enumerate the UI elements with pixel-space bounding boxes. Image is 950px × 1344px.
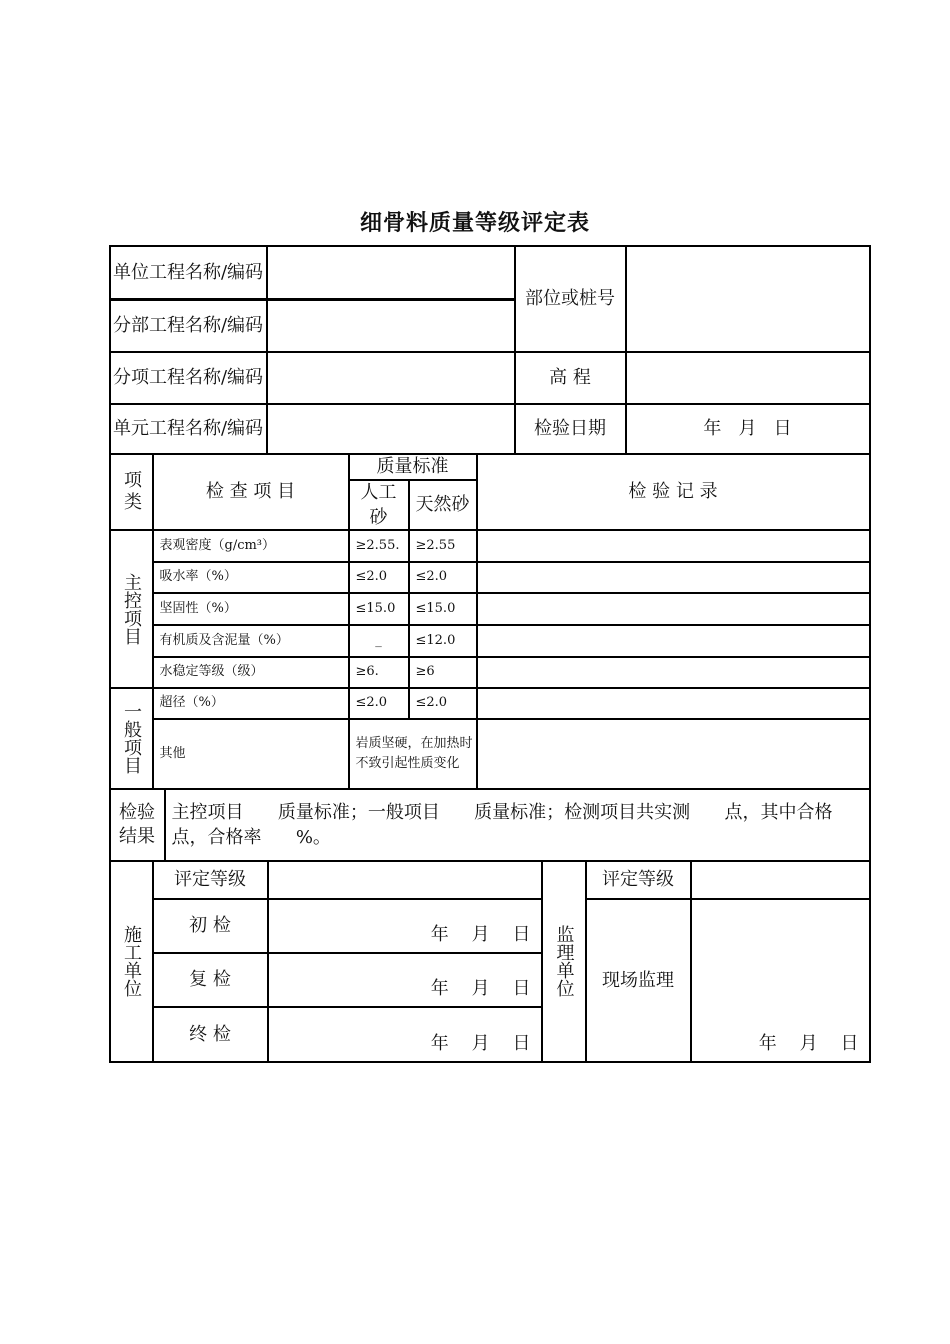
final-check-signature[interactable] bbox=[268, 1007, 542, 1062]
quality-standard-header: 质量标准 bbox=[349, 454, 477, 480]
main-item-1: 表观密度（g/cm³） bbox=[153, 530, 349, 562]
artificial-sand-header: 人工砂 bbox=[349, 480, 409, 530]
main-item-3-natural: ≤15.0 bbox=[409, 593, 477, 625]
location-input[interactable] bbox=[626, 246, 870, 352]
main-item-5-artificial: ≥6. bbox=[349, 657, 409, 688]
check-item-header: 检 查 项 目 bbox=[153, 454, 349, 530]
first-check-label: 初 检 bbox=[153, 899, 268, 953]
final-check-date: 年 月 日 bbox=[430, 1032, 531, 1054]
site-supervision-label: 现场监理 bbox=[586, 899, 691, 1062]
main-item-4-natural: ≤12.0 bbox=[409, 625, 477, 657]
supervision-unit-label: 监理单位 bbox=[542, 861, 586, 1062]
supervision-grade-label: 评定等级 bbox=[586, 861, 691, 899]
inspection-date-value[interactable]: 年 月 日 bbox=[626, 404, 870, 454]
evaluation-form bbox=[110, 246, 870, 1062]
general-item-2-record[interactable] bbox=[477, 719, 870, 789]
element-project-label: 单元工程名称/编码 bbox=[110, 404, 267, 454]
main-item-5-natural: ≥6 bbox=[409, 657, 477, 688]
main-item-2-natural: ≤2.0 bbox=[409, 562, 477, 593]
general-label: 一般项目 bbox=[110, 688, 153, 789]
elevation-input[interactable] bbox=[626, 352, 870, 404]
location-label: 部位或桩号 bbox=[515, 246, 626, 352]
main-item-2-artificial: ≤2.0 bbox=[349, 562, 409, 593]
final-check-label: 终 检 bbox=[153, 1007, 268, 1062]
result-label: 检验结果 bbox=[110, 789, 165, 861]
inspection-record-header: 检 验 记 录 bbox=[477, 454, 870, 530]
supervision-grade-input[interactable] bbox=[691, 861, 870, 899]
site-supervision-signature[interactable] bbox=[691, 899, 870, 1062]
general-item-1-record[interactable] bbox=[477, 688, 870, 719]
general-item-1-artificial: ≤2.0 bbox=[349, 688, 409, 719]
main-item-1-record[interactable] bbox=[477, 530, 870, 562]
first-check-date: 年 月 日 bbox=[430, 923, 531, 945]
part-project-label: 分部工程名称/编码 bbox=[110, 300, 267, 352]
main-item-3-artificial: ≤15.0 bbox=[349, 593, 409, 625]
inspection-date-label: 检验日期 bbox=[515, 404, 626, 454]
general-item-2-standard: 岩质坚硬，在加热时不致引起性质变化 bbox=[349, 719, 477, 789]
main-item-1-natural: ≥2.55 bbox=[409, 530, 477, 562]
first-check-signature[interactable] bbox=[268, 899, 542, 953]
main-control-label: 主控项目 bbox=[110, 530, 153, 688]
item-project-label: 分项工程名称/编码 bbox=[110, 352, 267, 404]
unit-project-label: 单位工程名称/编码 bbox=[110, 246, 267, 300]
supervision-date: 年 月 日 bbox=[758, 1032, 859, 1054]
element-project-input[interactable] bbox=[267, 404, 515, 454]
construction-unit-label: 施工单位 bbox=[110, 861, 153, 1062]
construction-grade-input[interactable] bbox=[268, 861, 542, 899]
main-item-2: 吸水率（%） bbox=[153, 562, 349, 593]
main-item-3-record[interactable] bbox=[477, 593, 870, 625]
category-header: 项类 bbox=[110, 454, 153, 530]
main-item-1-artificial: ≥2.55. bbox=[349, 530, 409, 562]
main-item-4-artificial: _ bbox=[349, 625, 409, 657]
general-item-2: 其他 bbox=[153, 719, 349, 789]
main-item-3: 坚固性（%） bbox=[153, 593, 349, 625]
re-check-date: 年 月 日 bbox=[430, 977, 531, 999]
main-item-4: 有机质及含泥量（%） bbox=[153, 625, 349, 657]
elevation-label: 高 程 bbox=[515, 352, 626, 404]
main-item-5: 水稳定等级（级） bbox=[153, 657, 349, 688]
unit-project-input[interactable] bbox=[267, 246, 515, 300]
general-item-1: 超径（%） bbox=[153, 688, 349, 719]
main-item-2-record[interactable] bbox=[477, 562, 870, 593]
re-check-signature[interactable] bbox=[268, 953, 542, 1007]
construction-grade-label: 评定等级 bbox=[153, 861, 268, 899]
natural-sand-header: 天然砂 bbox=[409, 480, 477, 530]
main-item-5-record[interactable] bbox=[477, 657, 870, 688]
item-project-input[interactable] bbox=[267, 352, 515, 404]
page-title: 细骨料质量等级评定表 bbox=[359, 211, 590, 236]
part-project-input[interactable] bbox=[267, 300, 515, 352]
main-item-4-record[interactable] bbox=[477, 625, 870, 657]
re-check-label: 复 检 bbox=[153, 953, 268, 1007]
general-item-1-natural: ≤2.0 bbox=[409, 688, 477, 719]
result-text[interactable]: 主控项目 质量标准；一般项目 质量标准；检测项目共实测 点，其中合格 点，合格率 %。 bbox=[165, 789, 870, 861]
